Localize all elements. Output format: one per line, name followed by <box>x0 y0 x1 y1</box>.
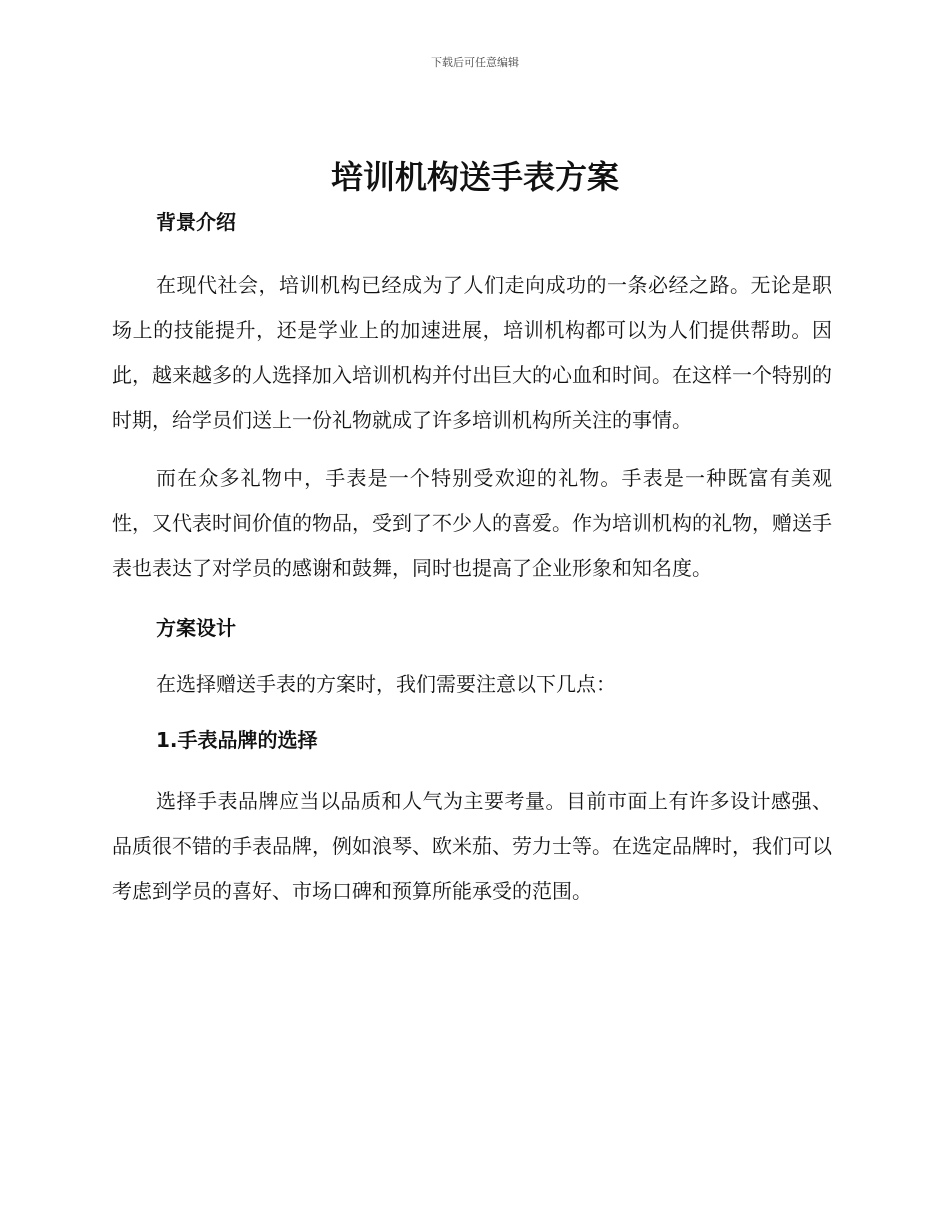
document-title: 培训机构送手表方案 <box>330 158 619 196</box>
document-body <box>112 205 832 927</box>
paragraph-design-intro: 在选择赠送手表的方案时，我们需要注意以下几点： <box>156 672 616 696</box>
paragraph-background-1: 在现代社会，培训机构已经成为了人们走向成功的一条必经之路。无论是职场上的技能提升，还是学业上的加速进展，培训机构都可以为人们提供帮助。因此，越来越多的人选择加入培训机构并付出巨大的心血和时间。在这样一个特别的时期，给学员们送上一份礼物就成了许多培训机构所关注的事情。 <box>112 273 832 432</box>
header-note: 下载后可任意编辑 <box>431 56 519 69</box>
subsection-heading-brand: 1.手表品牌的选择 <box>156 728 318 752</box>
section-heading-background: 背景介绍 <box>156 210 236 234</box>
paragraph-brand: 选择手表品牌应当以品质和人气为主要考量。目前市面上有许多设计感强、品质很不错的手表品牌，例如浪琴、欧米茄、劳力士等。在选定品牌时，我们可以考虑到学员的喜好、市场口碑和预算所能承受的范围。 <box>112 789 832 903</box>
paragraph-background-2: 而在众多礼物中，手表是一个特别受欢迎的礼物。手表是一种既富有美观性，又代表时间价值的物品，受到了不少人的喜爱。作为培训机构的礼物，赠送手表也表达了对学员的感谢和鼓舞，同时也提高了企业形象和知名度。 <box>112 466 832 580</box>
section-heading-design: 方案设计 <box>156 616 236 640</box>
